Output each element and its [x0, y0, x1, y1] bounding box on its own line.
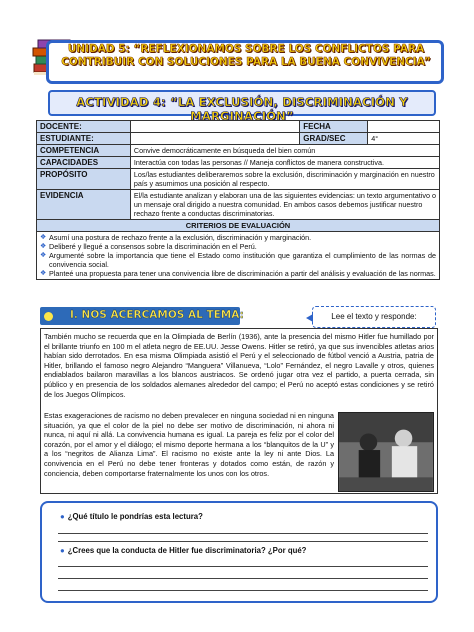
bullet-icon: [44, 312, 53, 321]
question-2: [60, 546, 306, 555]
table-row: [37, 157, 440, 169]
question-1: [60, 512, 203, 521]
grado-label: GRAD/SEC: [300, 133, 368, 145]
table-row: [37, 133, 440, 145]
activity-title: ACTIVIDAD 4: “LA EXCLUSIÓN, DISCRIMINACIÓN Y MARGINACIÓN”: [76, 95, 408, 123]
answer-line[interactable]: [58, 541, 428, 542]
answer-line[interactable]: [58, 578, 428, 579]
list-item: ❖ Planteé una propuesta para tener una convivencia libre de discriminación a partir del análisis y evaluación de las normas.: [40, 269, 436, 278]
capacidades-value: Interactúa con todas las personas // Maneja conflictos de manera constructiva.: [130, 157, 439, 169]
competencia-label: COMPETENCIA: [37, 145, 131, 157]
table-row: [37, 190, 440, 220]
docente-label: DOCENTE:: [37, 121, 131, 133]
proposito-label: PROPÓSITO: [37, 169, 131, 190]
question-text: ¿Qué título le pondrías esta lectura?: [67, 512, 203, 521]
evidencia-value: El/la estudiante analizan y elaboran una de las siguientes evidencias: un texto argumentativo o un mensaje oral dirigido a nuestra comunidad. En ambos casos debemos justificar nuestro rechazo frente a conductas discriminatorias.: [130, 190, 439, 220]
fecha-field[interactable]: [368, 121, 440, 133]
evidencia-label: EVIDENCIA: [37, 190, 131, 220]
bullet-icon: ●: [60, 546, 65, 555]
answer-line[interactable]: [58, 533, 428, 534]
capacidades-label: CAPACIDADES: [37, 157, 131, 169]
criterios-list: [40, 233, 436, 278]
reading-paragraph-1: También mucho se recuerda que en la Olimpiada de Berlín (1936), ante la presencia del mismo Hitler fue humillado por el brillante triunfo en 100 m el atleta negro de EE.UU. Jesse Owens. Hitler se retiró, ya que sus invencibles atletas arios habían sido derrotados. En esa misma Olimpiada asistió el Perú y el seleccionado de fútbol venció a Austria, patria de Hitler, brillando el famoso negro Alejandro “Manguera” Villanueva, “Lolo” Fernández, el negro Lavalle y otros, quienes endiablados bailaron maravillas a los blancos austriacos. Se ordenó jugar otra vez el partido, a puerta cerrada, sin público y en presencia de los soldados alemanes alrededor del campo; el Perú no aceptó estas condiciones y se retiró de los Juegos Olímpicos.: [44, 332, 434, 399]
estudiante-field[interactable]: [130, 133, 299, 145]
list-item: ❖ Deliberé y llegué a consensos sobre la discriminación en el Perú.: [40, 242, 436, 251]
list-item: ❖ Argumenté sobre la importancia que tiene el Estado como institución que garantiza el cumplimiento de las normas de convivencia social.: [40, 251, 436, 269]
section-title: I. NOS ACERCAMOS AL TEMA:: [70, 309, 244, 321]
unit-title: [56, 43, 436, 69]
historic-photo: [338, 412, 434, 492]
question-text: ¿Crees que la conducta de Hitler fue discriminatoria? ¿Por qué?: [67, 546, 307, 555]
docente-field[interactable]: [130, 121, 299, 133]
info-table: [36, 120, 440, 280]
unit-title-text: “REFLEXIONAMOS SOBRE LOS CONFLICTOS PARA CONTRIBUIR CON SOLUCIONES PARA LA BUENA CONVIVENCIA”: [61, 43, 431, 68]
answer-line[interactable]: [58, 566, 428, 567]
table-row: [37, 121, 440, 133]
table-row: [37, 145, 440, 157]
grado-field[interactable]: 4°: [368, 133, 440, 145]
table-row: [37, 169, 440, 190]
answer-line[interactable]: [58, 590, 428, 591]
table-row: [37, 220, 440, 232]
competencia-value: Convive democráticamente en búsqueda del bien común: [130, 145, 439, 157]
reading-paragraph-2: Estas exageraciones de racismo no deben prevalecer en ninguna sociedad ni en ninguna situación, ya que el color de la piel no debe ser motivo de discriminación, ni ahora ni nunca, ni aquí ni allá. La convivencia humana es igual. La pareja es feliz por el color del corazón, por el amor y el diálogo; el mismo deporte hermana a los “blanquitos de la U” y a los “negritos de Alianza Lima”. El racismo no existe ante la ley ni ante Dios. La convivencia en el Perú no debe tener fronteras y dotados como están, de razón y conciencia, deben comportarse fraternalmente los unos con los otros.: [44, 411, 334, 478]
criterios-cell: [37, 232, 440, 280]
unit-label: UNIDAD 5:: [67, 43, 130, 55]
instruction-note: Lee el texto y responde:: [312, 306, 436, 328]
list-item: ❖ Asumí una postura de rechazo frente a la exclusión, discriminación y marginación.: [40, 233, 436, 242]
bullet-icon: ●: [60, 512, 65, 521]
criterios-title: CRITERIOS DE EVALUACIÓN: [37, 220, 440, 232]
fecha-label: FECHA: [300, 121, 368, 133]
estudiante-label: ESTUDIANTE:: [37, 133, 131, 145]
proposito-value: Los/las estudiantes deliberaremos sobre la exclusión, discriminación y marginación en nuestro país y asumimos una posición al respecto.: [130, 169, 439, 190]
table-row: [37, 232, 440, 280]
